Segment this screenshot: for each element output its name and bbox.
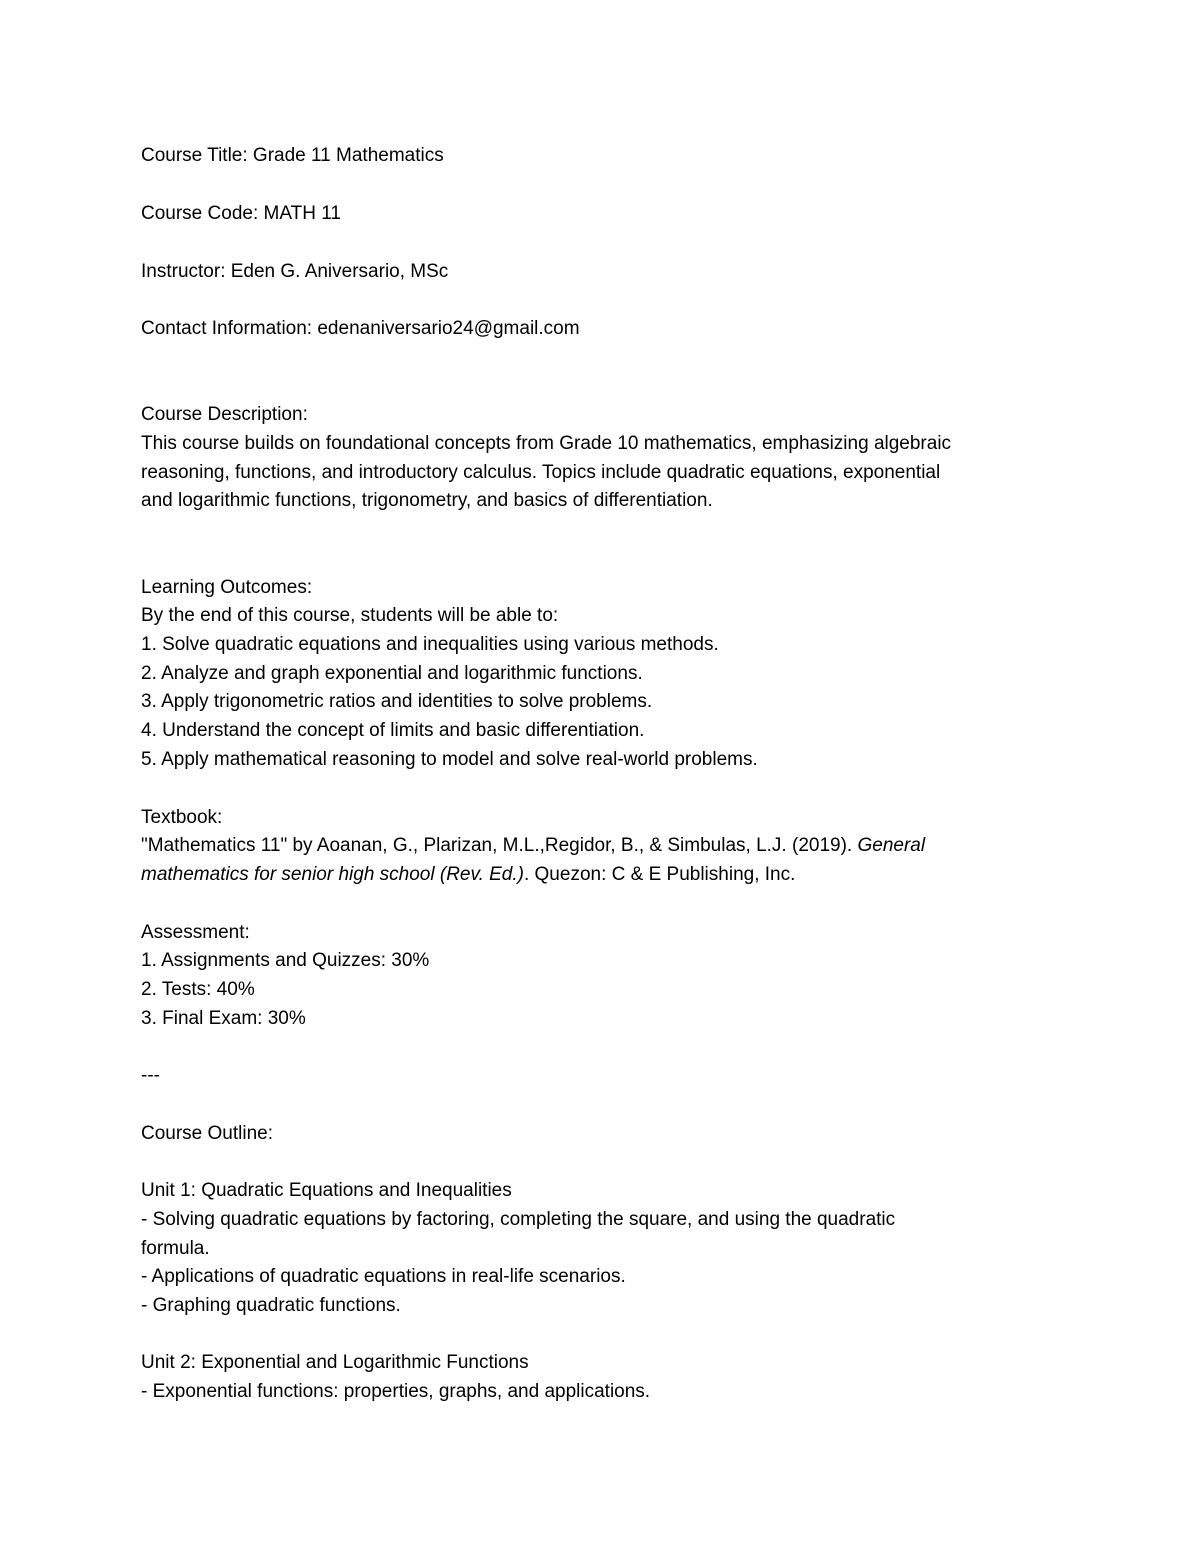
- textbook-citation-title: General: [857, 835, 926, 856]
- outcome-item: 2. Analyze and graph exponential and logarithmic functions.: [141, 663, 643, 684]
- description-heading: Course Description:: [141, 404, 308, 425]
- unit-1-line: formula.: [141, 1238, 210, 1259]
- outcome-item: 3. Apply trigonometric ratios and identities to solve problems.: [141, 691, 653, 712]
- description-line: This course builds on foundational concepts from Grade 10 mathematics, emphasizing algebraic: [141, 433, 952, 454]
- description-line: and logarithmic functions, trigonometry, and basics of differentiation.: [141, 490, 713, 511]
- description-line: reasoning, functions, and introductory calculus. Topics include quadratic equations, exponential: [141, 462, 941, 483]
- outcomes-intro: By the end of this course, students will be able to:: [141, 605, 559, 626]
- textbook-citation-title: mathematics for senior high school (Rev. Ed.): [141, 864, 524, 885]
- textbook-citation-text: . Quezon: C & E Publishing, Inc.: [523, 864, 796, 885]
- assessment-item: 1. Assignments and Quizzes: 30%: [141, 950, 430, 971]
- contact-information: Contact Information: edenaniversario24@gmail.com: [141, 318, 580, 339]
- outcome-item: 4. Understand the concept of limits and basic differentiation.: [141, 720, 645, 741]
- unit-1-line: - Solving quadratic equations by factoring, completing the square, and using the quadratic: [141, 1209, 896, 1230]
- course-code: Course Code: MATH 11: [141, 203, 341, 224]
- unit-1-line: - Applications of quadratic equations in real-life scenarios.: [141, 1266, 626, 1287]
- unit-1-title: Unit 1: Quadratic Equations and Inequalities: [141, 1180, 512, 1201]
- outline-heading: Course Outline:: [141, 1123, 274, 1144]
- unit-2-line: - Exponential functions: properties, graphs, and applications.: [141, 1381, 651, 1402]
- textbook-citation-line: [141, 863, 795, 887]
- unit-1-line: - Graphing quadratic functions.: [141, 1295, 401, 1316]
- assessment-item: 3. Final Exam: 30%: [141, 1008, 306, 1029]
- course-title: Course Title: Grade 11 Mathematics: [141, 145, 444, 166]
- outcomes-heading: Learning Outcomes:: [141, 577, 313, 598]
- unit-2-title: Unit 2: Exponential and Logarithmic Functions: [141, 1352, 529, 1373]
- assessment-heading: Assessment:: [141, 922, 250, 943]
- textbook-heading: Textbook:: [141, 807, 223, 828]
- assessment-item: 2. Tests: 40%: [141, 979, 255, 1000]
- textbook-citation-line: [141, 834, 925, 858]
- instructor: Instructor: Eden G. Aniversario, MSc: [141, 261, 449, 282]
- outcome-item: 1. Solve quadratic equations and inequalities using various methods.: [141, 634, 719, 655]
- section-separator: ---: [141, 1065, 160, 1086]
- outcome-item: 5. Apply mathematical reasoning to model and solve real-world problems.: [141, 749, 758, 770]
- textbook-citation-text: "Mathematics 11" by Aoanan, G., Plarizan, M.L.,Regidor, B., & Simbulas, L.J. (2019).: [141, 835, 858, 856]
